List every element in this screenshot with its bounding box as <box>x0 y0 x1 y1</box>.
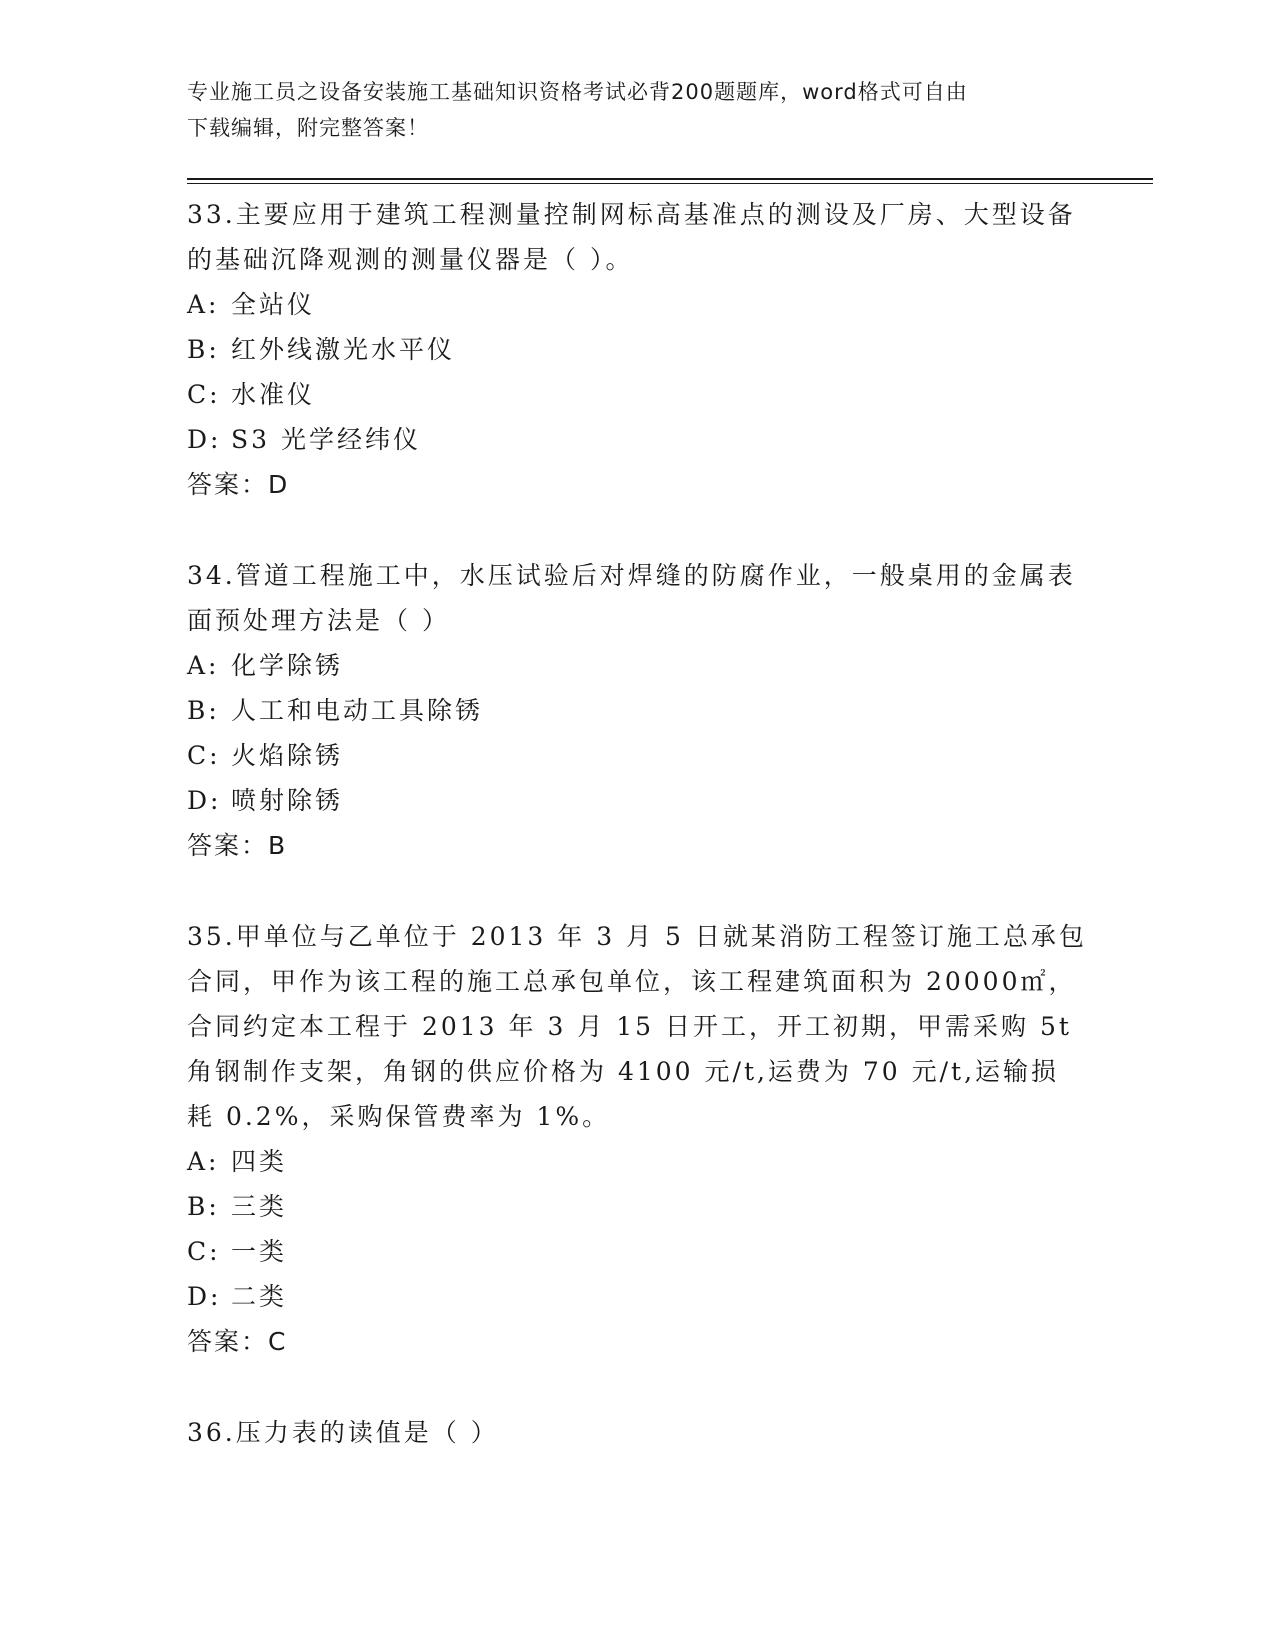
option-letter: B: <box>187 1192 220 1221</box>
header-divider-thick <box>187 178 1153 180</box>
option-d <box>187 417 1087 462</box>
option-letter: C: <box>187 380 221 409</box>
option-a <box>187 643 1087 688</box>
option-letter: D: <box>187 425 222 454</box>
question-34 <box>187 553 1087 868</box>
option-b <box>187 1184 1087 1229</box>
question-text: 35.甲单位与乙单位于 2013 年 3 月 5 日就某消防工程签订施工总承包合同，甲作为该工程的施工总承包单位，该工程建筑面积为 20000㎡，合同约定本工程于 2013 年 3 月 15 日开工，开工初期，甲需采购 5t 角钢制作支架，角钢的供应价格为 4100 元/t,运费为 70 元/t,运输损耗 0.2%，采购保管费率为 1%。 <box>187 922 1087 1131</box>
question-list <box>187 192 1087 1501</box>
option-b <box>187 327 1087 372</box>
option-letter: D: <box>187 786 222 815</box>
option-a <box>187 282 1087 327</box>
option-letter: A: <box>187 290 220 319</box>
option-d <box>187 1274 1087 1319</box>
header-line-2: 下载编辑，附完整答案！ <box>187 116 429 140</box>
option-text: 二类 <box>231 1282 288 1311</box>
answer: 答案：B <box>187 831 288 860</box>
option-a <box>187 1139 1087 1184</box>
option-text: 三类 <box>231 1192 288 1221</box>
option-text: S3 光学经纬仪 <box>231 425 421 454</box>
option-c <box>187 372 1087 417</box>
option-text: 人工和电动工具除锈 <box>231 696 484 725</box>
option-text: 一类 <box>231 1237 288 1266</box>
option-c <box>187 733 1087 778</box>
question-33 <box>187 192 1087 507</box>
option-text: 红外线激光水平仪 <box>231 335 456 364</box>
option-b <box>187 688 1087 733</box>
document-header <box>187 74 1067 146</box>
option-text: 喷射除锈 <box>231 786 344 815</box>
option-text: 全站仪 <box>231 290 316 319</box>
option-text: 化学除锈 <box>231 651 344 680</box>
option-text: 四类 <box>231 1147 288 1176</box>
option-letter: B: <box>187 696 220 725</box>
option-letter: A: <box>187 651 220 680</box>
option-letter: B: <box>187 335 220 364</box>
answer: 答案：D <box>187 470 290 499</box>
option-letter: A: <box>187 1147 220 1176</box>
question-text: 33.主要应用于建筑工程测量控制网标高基准点的测设及厂房、大型设备的基础沉降观测的测量仪器是（ ）。 <box>187 200 1076 274</box>
option-c <box>187 1229 1087 1274</box>
question-36 <box>187 1410 1087 1455</box>
option-letter: C: <box>187 741 221 770</box>
header-divider-thin <box>187 183 1153 184</box>
question-35 <box>187 914 1087 1364</box>
option-letter: D: <box>187 1282 222 1311</box>
answer: 答案：C <box>187 1327 288 1356</box>
question-text: 36.压力表的读值是（ ） <box>187 1418 499 1447</box>
option-letter: C: <box>187 1237 221 1266</box>
question-text: 34.管道工程施工中，水压试验后对焊缝的防腐作业，一般桌用的金属表面预处理方法是（ ） <box>187 561 1076 635</box>
option-text: 火焰除锈 <box>231 741 344 770</box>
header-line-1: 专业施工员之设备安装施工基础知识资格考试必背200题题库，word格式可自由 <box>187 80 968 104</box>
option-text: 水准仪 <box>231 380 316 409</box>
option-d <box>187 778 1087 823</box>
